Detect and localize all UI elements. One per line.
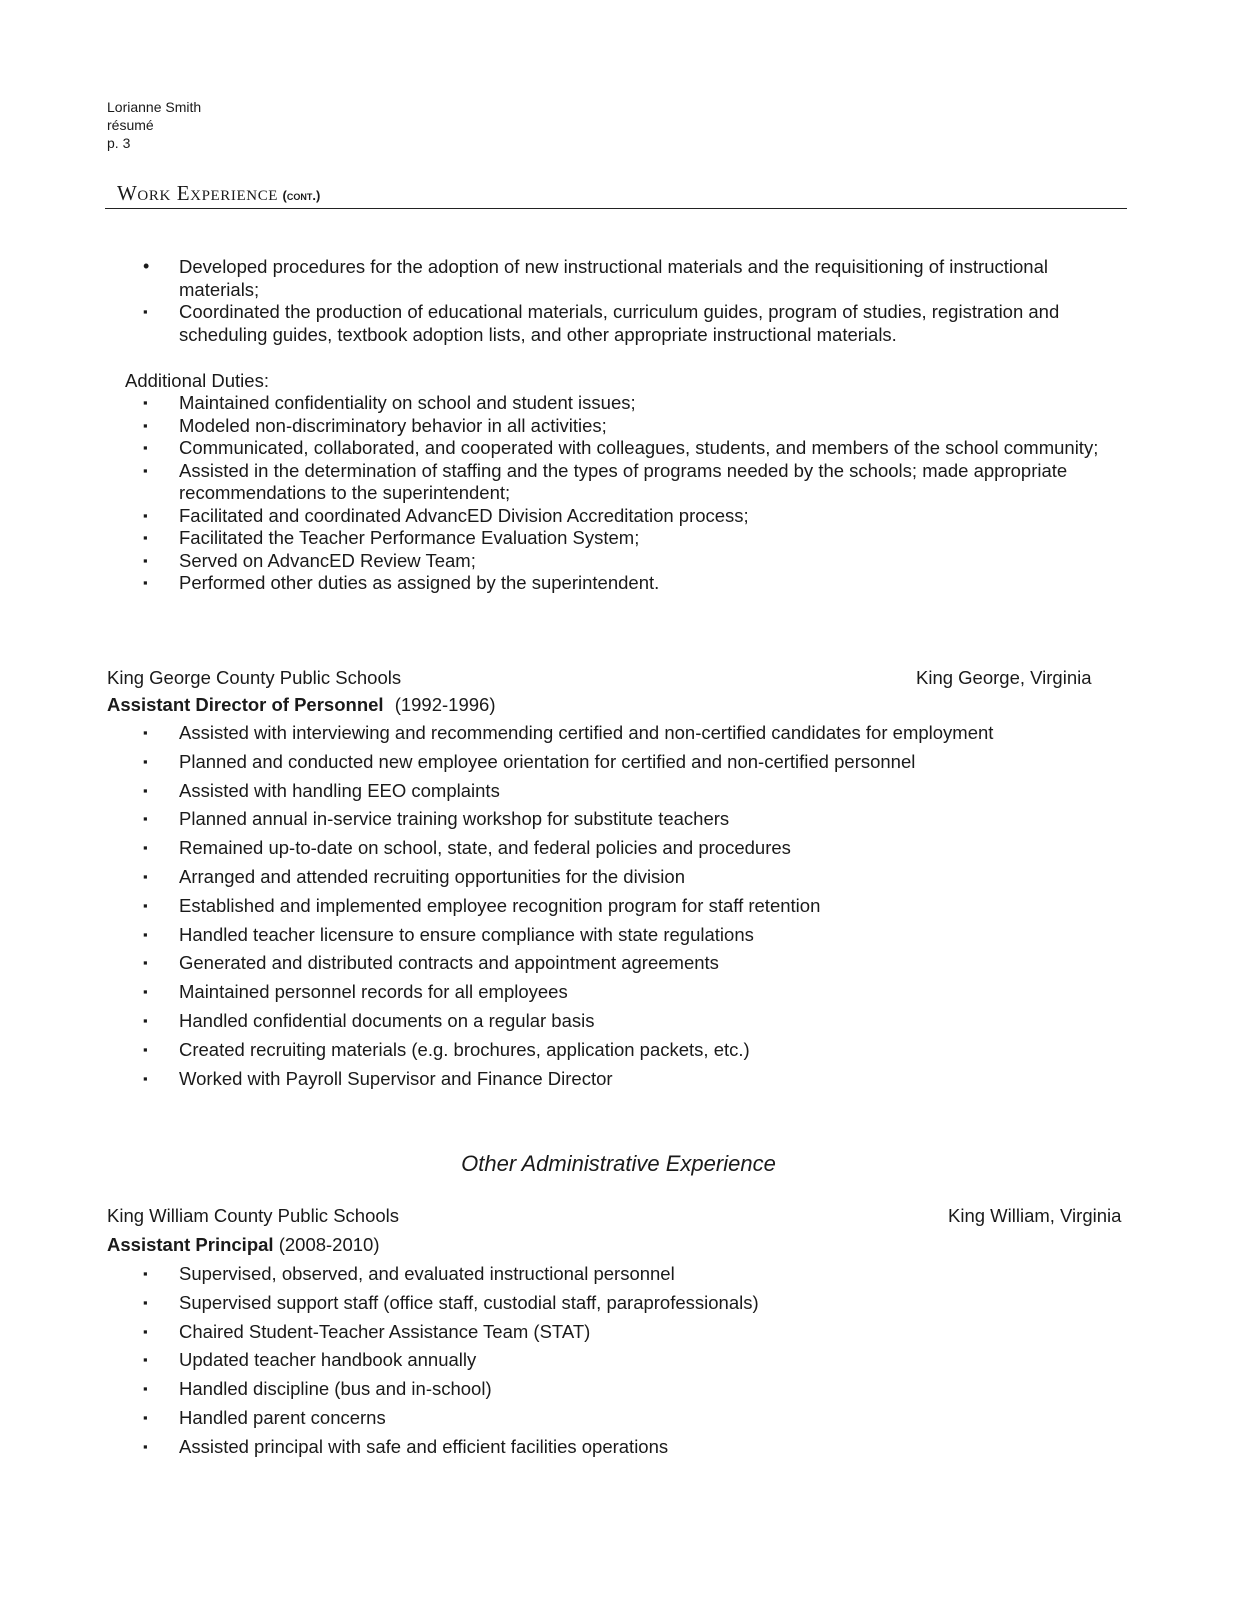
list-item: ▪ Coordinated the production of educational materials, curriculum guides, program of studies, registration and scheduling guides, textbook adoption lists, and other appropriate instructional materials. [143, 301, 1060, 345]
job1-employer: King George County Public Schools [107, 667, 402, 688]
list-item: ▪ Remained up-to-date on school, state, and federal policies and procedures [143, 837, 791, 859]
list-item: ▪ Assisted principal with safe and efficient facilities operations [143, 1435, 669, 1457]
bullet-square-icon: ▪ [143, 530, 148, 545]
bullet-square-icon: ▪ [143, 1266, 148, 1281]
bullet-square-icon: ▪ [143, 926, 148, 942]
bullet-square-icon: ▪ [143, 1381, 148, 1397]
other-experience-title: Other Administrative Experience [461, 1151, 776, 1176]
bullet-square-icon: ▪ [143, 1438, 148, 1454]
bullet-dot-icon: • [143, 256, 150, 276]
document-type: résumé [107, 117, 154, 133]
list-item: • Developed procedures for the adoption of new instructional materials and the requisitioning of instructional materials; [143, 256, 1048, 300]
bullet-square-icon: ▪ [143, 1294, 148, 1310]
bullet-square-icon: ▪ [143, 868, 148, 884]
bullet-square-icon: ▪ [143, 840, 148, 856]
job1-duties [107, 722, 1132, 1096]
bullet-square-icon: ▪ [143, 1012, 148, 1028]
list-item: ▪ Planned and conducted new employee orientation for certified and non-certified personnel [143, 750, 916, 772]
job2-title-line [107, 1234, 380, 1256]
bullet-square-icon: ▪ [143, 955, 148, 971]
bullet-square-icon: ▪ [143, 897, 148, 913]
list-item: ▪ Performed other duties as assigned by the superintendent. [143, 572, 660, 593]
section-cont: (cont.) [282, 188, 321, 203]
job2-employer: King William County Public Schools [107, 1205, 400, 1226]
list-item: ▪ Assisted in the determination of staffing and the types of programs needed by the schools; made appropriate recommendations to the superintendent; [143, 459, 1068, 503]
list-item: ▪ Facilitated and coordinated AdvancED Division Accreditation process; [143, 504, 749, 526]
list-item: ▪ Maintained confidentiality on school and student issues; [143, 392, 636, 413]
job1-years: (1992-1996) [394, 694, 496, 715]
list-item: ▪ Updated teacher handbook annually [143, 1349, 477, 1371]
bullet-square-icon: ▪ [143, 1352, 148, 1368]
list-item: ▪ Established and implemented employee recognition program for staff retention [143, 894, 821, 916]
list-item: ▪ Handled discipline (bus and in-school) [143, 1378, 492, 1400]
list-item: ▪ Facilitated the Teacher Performance Evaluation System; [143, 527, 640, 548]
bullet-square-icon: ▪ [143, 462, 148, 478]
bullet-square-icon: ▪ [143, 811, 148, 827]
job2-years: (2008-2010) [278, 1234, 380, 1255]
section-heading [105, 181, 1127, 209]
list-item: ▪ Maintained personnel records for all employees [143, 981, 568, 1003]
bullet-square-icon: ▪ [143, 440, 148, 455]
bullet-square-icon: ▪ [143, 1041, 148, 1057]
bullet-square-icon: ▪ [143, 507, 148, 523]
list-item: ▪ Handled parent concerns [143, 1406, 386, 1428]
list-item: ▪ Arranged and attended recruiting opportunities for the division [143, 865, 685, 887]
job1-location: King George, Virginia [916, 667, 1092, 688]
bullet-square-icon: ▪ [143, 395, 148, 410]
bullet-square-icon: ▪ [143, 782, 148, 798]
additional-duties [107, 370, 1132, 595]
bullet-square-icon: ▪ [143, 1409, 148, 1425]
bullet-square-icon: ▪ [143, 1070, 148, 1086]
job2-title: Assistant Principal [107, 1234, 274, 1255]
list-item: ▪ Worked with Payroll Supervisor and Finance Director [143, 1067, 613, 1089]
bullet-square-icon: ▪ [143, 575, 148, 590]
page-number: p. 3 [107, 135, 131, 151]
list-item: ▪ Assisted with handling EEO complaints [143, 779, 500, 801]
bullet-square-icon: ▪ [143, 552, 148, 568]
list-item: ▪ Modeled non-discriminatory behavior in all activities; [143, 414, 607, 436]
bullet-square-icon: ▪ [143, 1323, 148, 1339]
bullet-square-icon: ▪ [143, 417, 148, 433]
list-item: ▪ Supervised support staff (office staff, custodial staff, paraprofessionals) [143, 1291, 759, 1313]
bullet-square-icon: ▪ [143, 753, 148, 769]
list-item: ▪ Communicated, collaborated, and cooperated with colleagues, students, and members of the school community; [143, 437, 1099, 458]
list-item: ▪ Handled confidential documents on a regular basis [143, 1009, 595, 1031]
job1-title-line [107, 694, 495, 716]
job2-duties [107, 1263, 1132, 1465]
additional-duties-label: Additional Duties: [125, 370, 269, 391]
list-item: ▪ Assisted with interviewing and recommending certified and non-certified candidates for employment [143, 722, 994, 743]
list-item: ▪ Handled teacher licensure to ensure compliance with state regulations [143, 923, 754, 945]
list-item: ▪ Generated and distributed contracts and appointment agreements [143, 952, 719, 974]
job2-location: King William, Virginia [948, 1205, 1122, 1226]
page-header [107, 98, 201, 152]
intro-bullets [107, 256, 1132, 346]
list-item: ▪ Planned annual in-service training workshop for substitute teachers [143, 808, 730, 830]
bullet-square-icon: ▪ [143, 984, 148, 1000]
section-title: Work Experience [117, 181, 279, 205]
list-item: ▪ Served on AdvancED Review Team; [143, 549, 476, 571]
list-item: ▪ Chaired Student-Teacher Assistance Team (STAT) [143, 1320, 591, 1342]
bullet-square-icon: ▪ [143, 304, 148, 319]
bullet-square-icon: ▪ [143, 725, 148, 740]
list-item: ▪ Supervised, observed, and evaluated instructional personnel [143, 1263, 675, 1284]
job1-title: Assistant Director of Personnel [107, 694, 384, 715]
author-name: Lorianne Smith [107, 99, 202, 115]
list-item: ▪ Created recruiting materials (e.g. brochures, application packets, etc.) [143, 1038, 750, 1060]
